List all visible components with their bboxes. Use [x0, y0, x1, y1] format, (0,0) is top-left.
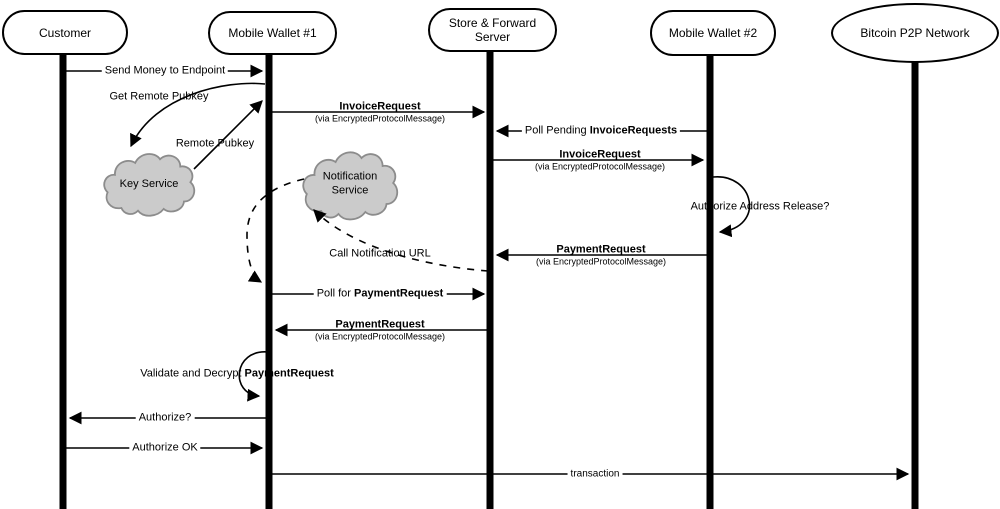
- key-service-label: Key Service: [119, 178, 179, 191]
- message-label-poll-pending: Poll Pending InvoiceRequests: [522, 125, 680, 138]
- message-label-authorize-address-release: Authorize Address Release?: [690, 200, 830, 213]
- notification-service-label: Notification Service: [322, 170, 378, 196]
- message-label-get-remote-pubkey: Get Remote Pubkey: [109, 90, 209, 103]
- message-label-poll-for-payment: Poll for PaymentRequest: [314, 288, 447, 301]
- message-label-authorize-ok: Authorize OK: [129, 442, 200, 455]
- actor-bitcoin-p2p-network: [831, 3, 999, 63]
- arrow-call-notification-url: [314, 210, 488, 271]
- message-label-remote-pubkey: Remote Pubkey: [175, 137, 255, 150]
- actor-mobile-wallet-1: [208, 11, 337, 55]
- lifeline-bitcoin: [912, 62, 919, 509]
- arrow-remote-pubkey: [194, 101, 262, 169]
- lifeline-wallet1: [266, 54, 273, 509]
- message-label-invoice-request-1: InvoiceRequest (via EncryptedProtocolMessage): [314, 100, 446, 124]
- message-label-authorize-q: Authorize?: [136, 412, 195, 425]
- message-label-validate-decrypt: Validate and Decrypt PaymentRequest: [140, 367, 334, 380]
- message-label-payment-request-1: PaymentRequest (via EncryptedProtocolMessage): [535, 243, 667, 267]
- lifeline-wallet2: [707, 55, 714, 509]
- actor-mobile-wallet-2: [650, 10, 776, 56]
- message-label-invoice-request-2: InvoiceRequest (via EncryptedProtocolMessage): [534, 148, 666, 172]
- actor-store-forward-server-label: Store & Forward Server: [448, 16, 537, 44]
- message-label-payment-request-2: PaymentRequest (via EncryptedProtocolMessage): [314, 318, 446, 342]
- actor-mobile-wallet-2-label: Mobile Wallet #2: [668, 26, 758, 40]
- actor-bitcoin-p2p-network-label: Bitcoin P2P Network: [860, 26, 970, 40]
- arrow-notify-wallet1: [247, 179, 304, 282]
- message-label-call-notification-url: Call Notification URL: [329, 247, 431, 260]
- actor-customer-label: Customer: [38, 25, 91, 40]
- actor-customer: [2, 10, 128, 55]
- message-label-send-money: Send Money to Endpoint: [102, 65, 228, 78]
- lifeline-server: [487, 51, 494, 509]
- actor-store-forward-server: [428, 8, 557, 52]
- message-label-transaction: transaction: [568, 468, 623, 480]
- lifeline-customer: [60, 54, 67, 509]
- actor-mobile-wallet-1-label: Mobile Wallet #1: [228, 26, 317, 40]
